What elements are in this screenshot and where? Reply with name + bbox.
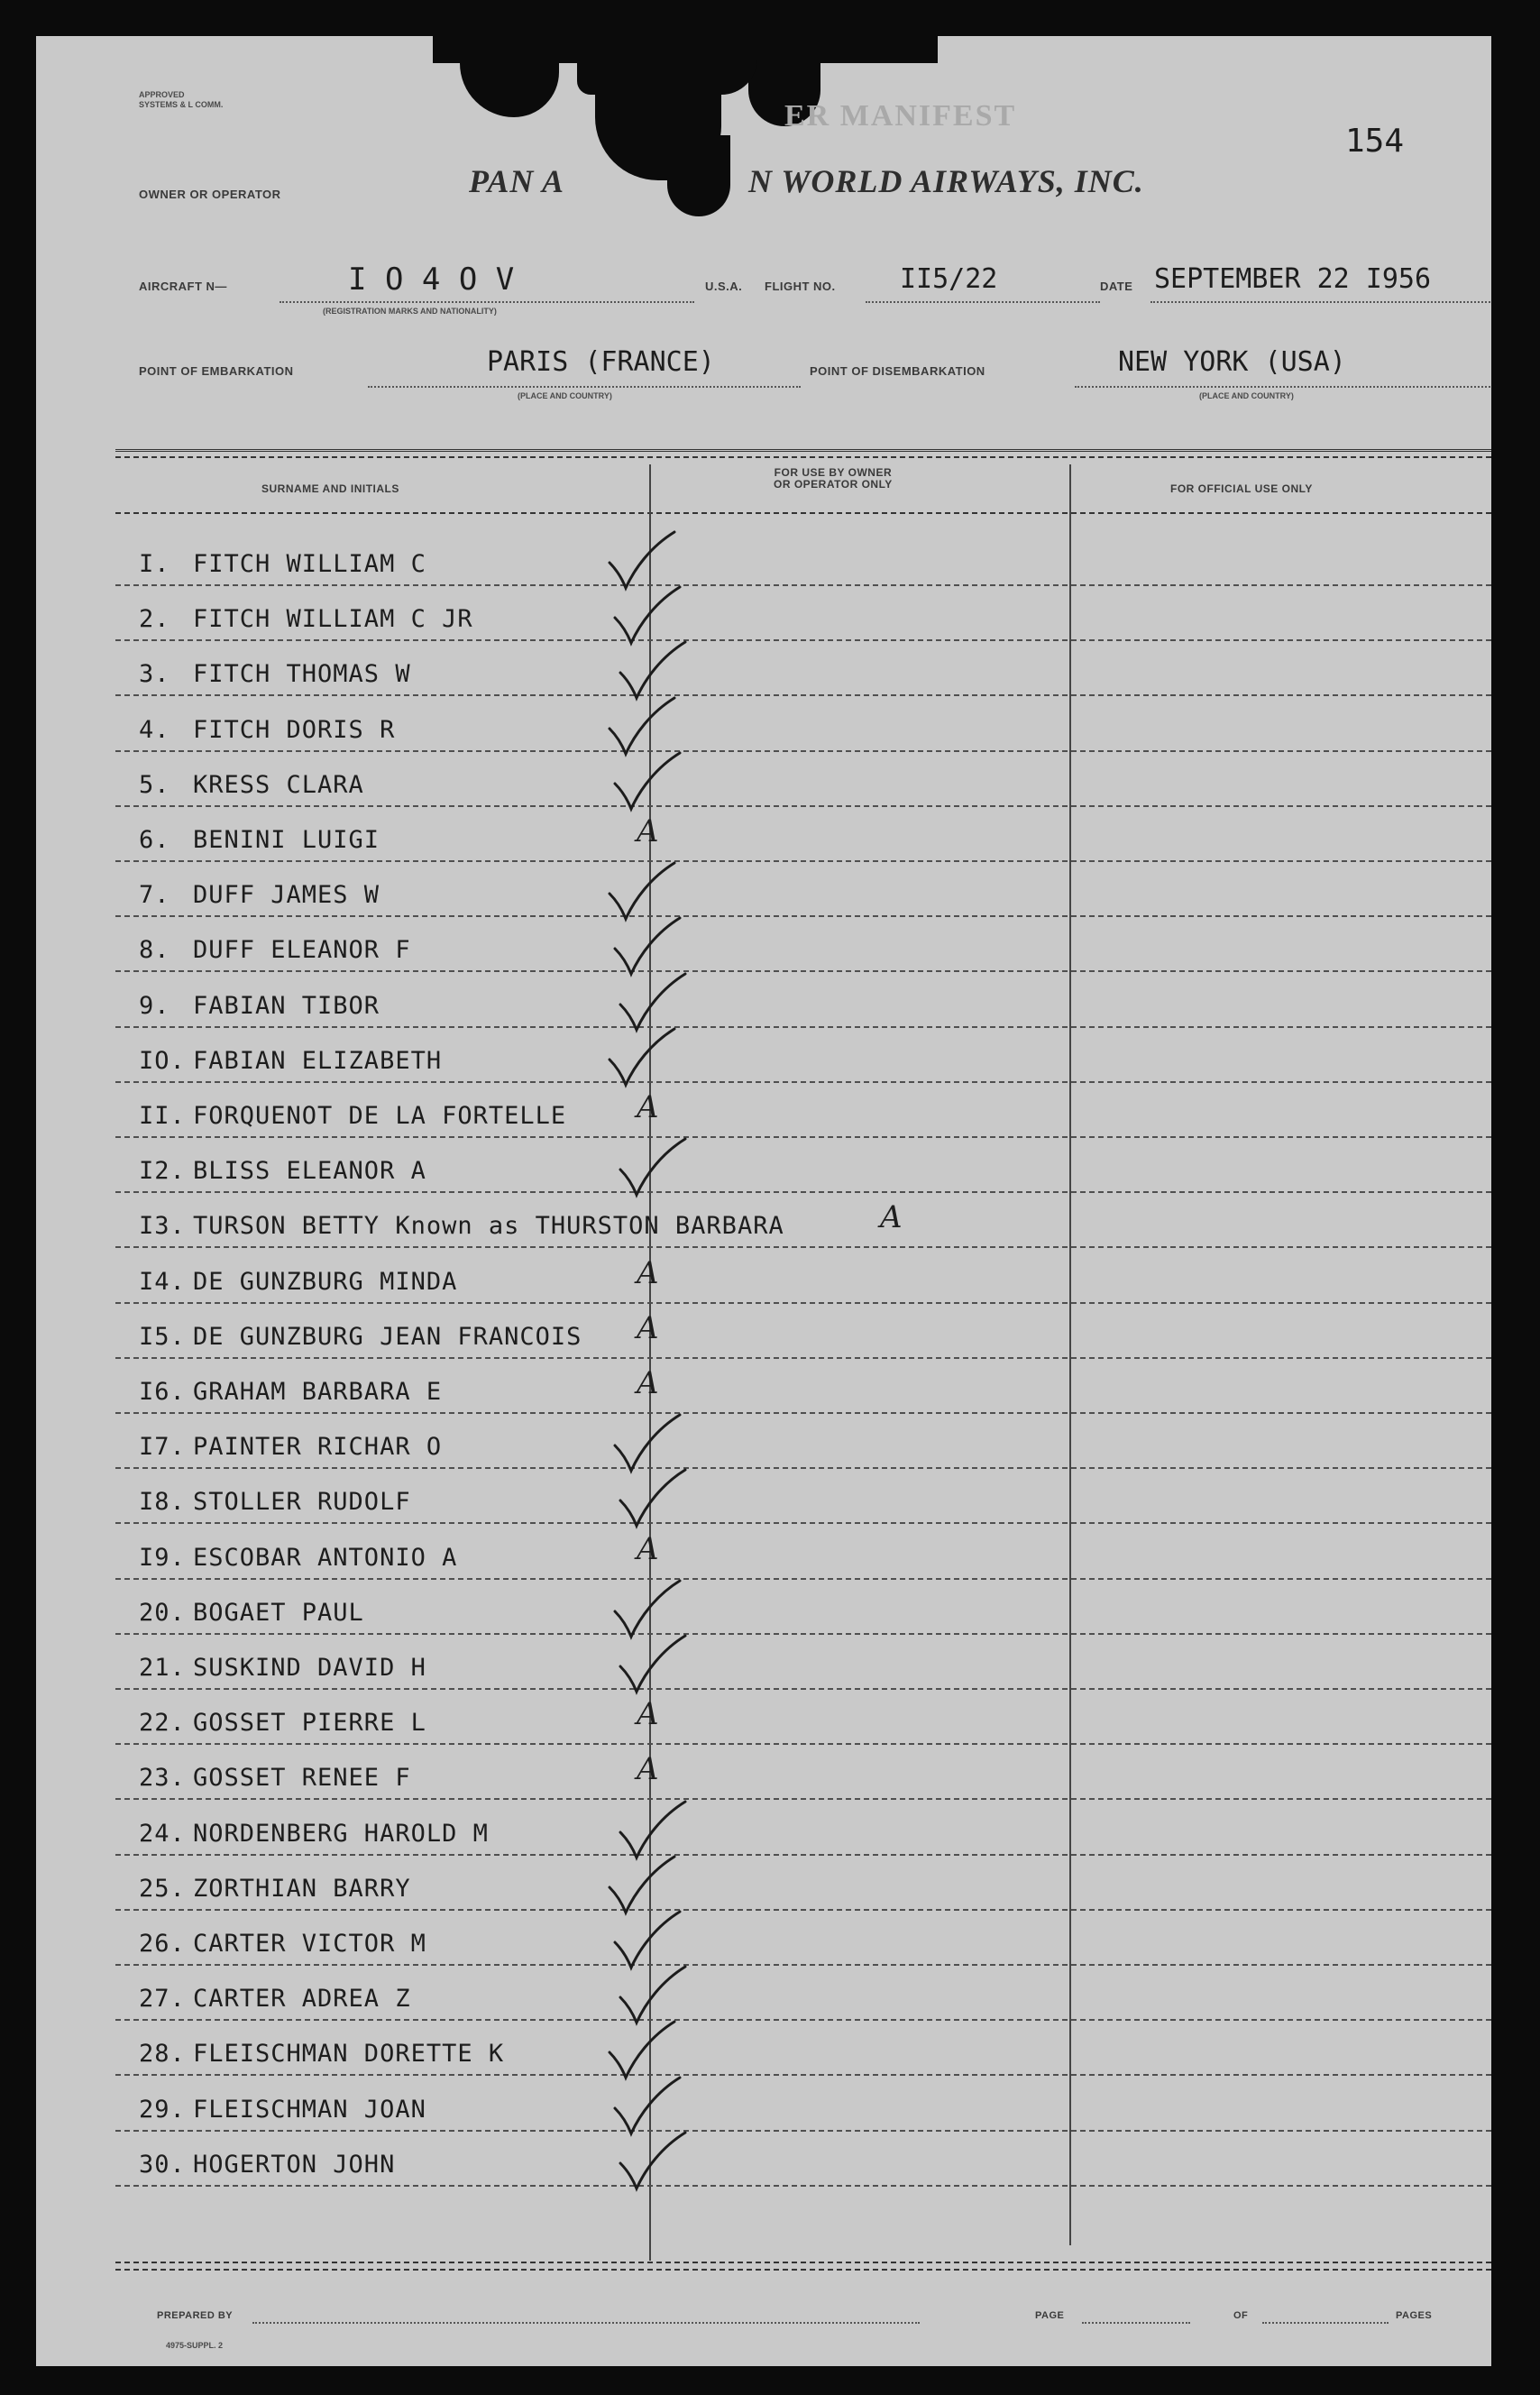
- passenger-row: [139, 1709, 426, 1737]
- passenger-row: [139, 826, 380, 854]
- passenger-number: I7.: [139, 1433, 186, 1462]
- passenger-name: PAINTER RICHAR O: [193, 1433, 443, 1462]
- column-header-official: FOR OFFICIAL USE ONLY: [1170, 482, 1313, 495]
- passenger-number: 9.: [139, 991, 170, 1020]
- passenger-number: I8.: [139, 1488, 186, 1517]
- row-rule: [115, 2130, 1491, 2132]
- passenger-row: [139, 1599, 364, 1627]
- passenger-row: [139, 1764, 411, 1792]
- checkmark-icon: [610, 1411, 683, 1474]
- passenger-name: KRESS CLARA: [193, 770, 364, 799]
- owner-label: OWNER OR OPERATOR: [139, 188, 281, 201]
- passenger-number: 3.: [139, 660, 170, 689]
- checkmark-icon: [604, 1853, 678, 1916]
- passenger-number: 30.: [139, 2150, 186, 2179]
- checkmark-icon: [610, 749, 683, 812]
- row-rule: [115, 2074, 1491, 2076]
- passenger-number: 25.: [139, 1874, 186, 1903]
- row-rule: [115, 1854, 1491, 1856]
- passenger-row: [139, 1875, 411, 1903]
- row-rule: [115, 1136, 1491, 1138]
- airline-name-left: PAN A: [469, 163, 565, 199]
- airline-name-right: N WORLD AIRWAYS, INC.: [748, 163, 1144, 199]
- checkmark-icon: [604, 1025, 678, 1088]
- row-rule: [115, 2185, 1491, 2187]
- passenger-name: BENINI LUIGI: [193, 826, 380, 854]
- passenger-row: [139, 992, 380, 1020]
- passenger-name: HOGERTON JOHN: [193, 2150, 396, 2179]
- checkmark-icon: [615, 2129, 689, 2192]
- passenger-number: 2.: [139, 605, 170, 634]
- passenger-name: DUFF JAMES W: [193, 881, 380, 910]
- checkmark-icon: [615, 970, 689, 1033]
- disembark-value: NEW YORK (USA): [1118, 346, 1346, 378]
- passenger-number: 8.: [139, 936, 170, 965]
- embark-label: POINT OF EMBARKATION: [139, 364, 294, 378]
- row-rule: [115, 1081, 1491, 1083]
- row-rule: [115, 1302, 1491, 1304]
- pages-label: PAGES: [1396, 2310, 1433, 2321]
- row-rule: [115, 639, 1491, 641]
- passenger-number: 21.: [139, 1654, 186, 1682]
- checkmark-icon: [615, 1798, 689, 1861]
- passenger-row: [139, 1985, 411, 2013]
- checkmark-icon: [610, 2074, 683, 2137]
- disembark-label: POINT OF DISEMBARKATION: [810, 364, 985, 378]
- passenger-number: 5.: [139, 770, 170, 799]
- row-rule: [115, 1412, 1491, 1414]
- of-label: OF: [1233, 2310, 1249, 2321]
- passenger-name: FLEISCHMAN DORETTE K: [193, 2040, 505, 2069]
- passenger-number: I4.: [139, 1267, 186, 1296]
- passenger-row: [139, 1544, 457, 1572]
- aircraft-number: I O 4 O V: [348, 262, 515, 298]
- passenger-number: IO.: [139, 1046, 186, 1075]
- passenger-number: 26.: [139, 1930, 186, 1958]
- annotation-a-mark: A: [637, 1696, 659, 1733]
- annotation-a-mark: A: [637, 1254, 659, 1291]
- passenger-name: FABIAN TIBOR: [193, 991, 380, 1020]
- passenger-row: [139, 2040, 504, 2068]
- checkmark-icon: [610, 583, 683, 647]
- row-rule: [115, 1522, 1491, 1524]
- passenger-row: [139, 1212, 784, 1240]
- annotation-a-mark: A: [637, 813, 659, 849]
- row-rule: [115, 860, 1491, 862]
- passenger-name: NORDENBERG HAROLD M: [193, 1819, 489, 1848]
- passenger-number: I3.: [139, 1212, 186, 1241]
- column-header-owner: FOR USE BY OWNER OR OPERATOR ONLY: [774, 466, 893, 491]
- passenger-row: [139, 1654, 426, 1682]
- passenger-number: 23.: [139, 1764, 186, 1793]
- row-rule: [115, 1798, 1491, 1800]
- row-rule: [115, 2019, 1491, 2021]
- row-rule: [115, 1633, 1491, 1635]
- passenger-name: DE GUNZBURG MINDA: [193, 1267, 458, 1296]
- annotation-a-mark: A: [637, 1365, 659, 1401]
- passenger-name: FORQUENOT DE LA FORTELLE: [193, 1102, 567, 1130]
- row-rule: [115, 1909, 1491, 1911]
- passenger-row: [139, 1488, 411, 1516]
- row-rule: [115, 970, 1491, 972]
- passenger-row: [139, 1930, 426, 1958]
- document-title: ER MANIFEST: [784, 99, 1017, 133]
- passenger-number: 4.: [139, 715, 170, 744]
- passenger-row: [139, 1433, 442, 1461]
- passenger-number: 22.: [139, 1709, 186, 1738]
- row-rule: [115, 915, 1491, 917]
- passenger-row: [139, 550, 426, 578]
- passenger-row: [139, 605, 473, 633]
- manifest-page: [36, 36, 1491, 2366]
- passenger-row: [139, 1047, 442, 1075]
- passenger-number: II.: [139, 1102, 186, 1130]
- passenger-name: TURSON BETTY Known as THURSTON BARBARA: [193, 1212, 784, 1241]
- annotation-a-mark: A: [637, 1530, 659, 1567]
- passenger-name: GRAHAM BARBARA E: [193, 1378, 443, 1406]
- page-label: PAGE: [1035, 2310, 1065, 2321]
- passenger-row: [139, 1157, 426, 1185]
- passenger-number: I.: [139, 550, 170, 578]
- column-divider-2: [1069, 464, 1071, 2245]
- row-rule: [115, 1026, 1491, 1028]
- passenger-name: SUSKIND DAVID H: [193, 1654, 426, 1682]
- row-rule: [115, 805, 1491, 807]
- passenger-name: CARTER ADREA Z: [193, 1985, 411, 2014]
- annotation-a-mark: A: [637, 1751, 659, 1788]
- row-rule: [115, 1467, 1491, 1469]
- passenger-number: 29.: [139, 2095, 186, 2124]
- passenger-row: [139, 660, 411, 688]
- passenger-row: [139, 936, 411, 964]
- passenger-name: DE GUNZBURG JEAN FRANCOIS: [193, 1322, 582, 1351]
- checkmark-icon: [610, 1577, 683, 1640]
- passenger-name: GOSSET PIERRE L: [193, 1709, 426, 1738]
- annotation-a-mark: A: [880, 1199, 903, 1236]
- passenger-number: 27.: [139, 1985, 186, 2014]
- passenger-name: FLEISCHMAN JOAN: [193, 2095, 426, 2124]
- passenger-row: [139, 1820, 489, 1848]
- passenger-name: GOSSET RENEE F: [193, 1764, 411, 1793]
- passenger-row: [139, 1378, 442, 1406]
- checkmark-icon: [615, 1632, 689, 1695]
- flight-label: FLIGHT NO.: [765, 280, 836, 293]
- date-label: DATE: [1100, 280, 1133, 293]
- row-rule: [115, 1578, 1491, 1580]
- checkmark-icon: [610, 914, 683, 977]
- prepared-by-label: PREPARED BY: [157, 2310, 234, 2321]
- checkmark-icon: [610, 1908, 683, 1971]
- passenger-number: 28.: [139, 2040, 186, 2069]
- row-rule: [115, 1964, 1491, 1966]
- page-number: 154: [1345, 123, 1405, 160]
- annotation-a-mark: A: [637, 1309, 659, 1346]
- passenger-number: 6.: [139, 826, 170, 854]
- passenger-name: FABIAN ELIZABETH: [193, 1046, 443, 1075]
- passenger-number: I9.: [139, 1543, 186, 1572]
- row-rule: [115, 1688, 1491, 1690]
- country-label: U.S.A.: [705, 280, 743, 293]
- passenger-name: FITCH WILLIAM C: [193, 550, 426, 578]
- flight-date: SEPTEMBER 22 I956: [1154, 263, 1432, 295]
- passenger-number: I5.: [139, 1322, 186, 1351]
- checkmark-icon: [604, 528, 678, 592]
- passenger-row: [139, 2096, 426, 2124]
- passenger-number: 7.: [139, 881, 170, 910]
- flight-number: II5/22: [900, 263, 998, 295]
- passenger-number: 20.: [139, 1598, 186, 1627]
- passenger-row: [139, 1268, 457, 1296]
- row-rule: [115, 1191, 1491, 1193]
- passenger-number: I2.: [139, 1157, 186, 1186]
- passenger-name: FITCH DORIS R: [193, 715, 396, 744]
- column-header-surname: SURNAME AND INITIALS: [261, 482, 399, 495]
- row-rule: [115, 750, 1491, 752]
- embark-value: PARIS (FRANCE): [487, 346, 715, 378]
- row-rule: [115, 694, 1491, 696]
- passenger-number: 24.: [139, 1819, 186, 1848]
- row-rule: [115, 1743, 1491, 1745]
- passenger-number: I6.: [139, 1378, 186, 1406]
- passenger-row: [139, 771, 364, 799]
- embark-note: (PLACE AND COUNTRY): [518, 391, 612, 400]
- passenger-name: STOLLER RUDOLF: [193, 1488, 411, 1517]
- passenger-row: [139, 881, 380, 909]
- form-number: 4975-SUPPL. 2: [166, 2341, 224, 2350]
- checkmark-icon: [604, 694, 678, 757]
- passenger-name: CARTER VICTOR M: [193, 1930, 426, 1958]
- checkmark-icon: [615, 1963, 689, 2026]
- aircraft-label: AIRCRAFT N—: [139, 280, 227, 293]
- checkmark-icon: [604, 859, 678, 922]
- checkmark-icon: [615, 1466, 689, 1529]
- passenger-name: FITCH THOMAS W: [193, 660, 411, 689]
- passenger-row: [139, 1102, 566, 1130]
- checkmark-icon: [604, 2018, 678, 2081]
- approval-stamp: APPROVED SYSTEMS & L COMM.: [139, 90, 224, 109]
- passenger-name: FITCH WILLIAM C JR: [193, 605, 473, 634]
- row-rule: [115, 1357, 1491, 1359]
- passenger-name: BLISS ELEANOR A: [193, 1157, 426, 1186]
- checkmark-icon: [615, 1135, 689, 1198]
- passenger-row: [139, 716, 395, 744]
- passenger-name: DUFF ELEANOR F: [193, 936, 411, 965]
- passenger-name: ZORTHIAN BARRY: [193, 1874, 411, 1903]
- passenger-name: ESCOBAR ANTONIO A: [193, 1543, 458, 1572]
- row-rule: [115, 584, 1491, 586]
- passenger-row: [139, 1323, 582, 1351]
- disembark-note: (PLACE AND COUNTRY): [1199, 391, 1294, 400]
- annotation-a-mark: A: [637, 1089, 659, 1125]
- row-rule: [115, 1246, 1491, 1248]
- passenger-row: [139, 2151, 395, 2179]
- registration-note: (REGISTRATION MARKS AND NATIONALITY): [323, 307, 497, 316]
- checkmark-icon: [615, 638, 689, 702]
- passenger-name: BOGAET PAUL: [193, 1598, 364, 1627]
